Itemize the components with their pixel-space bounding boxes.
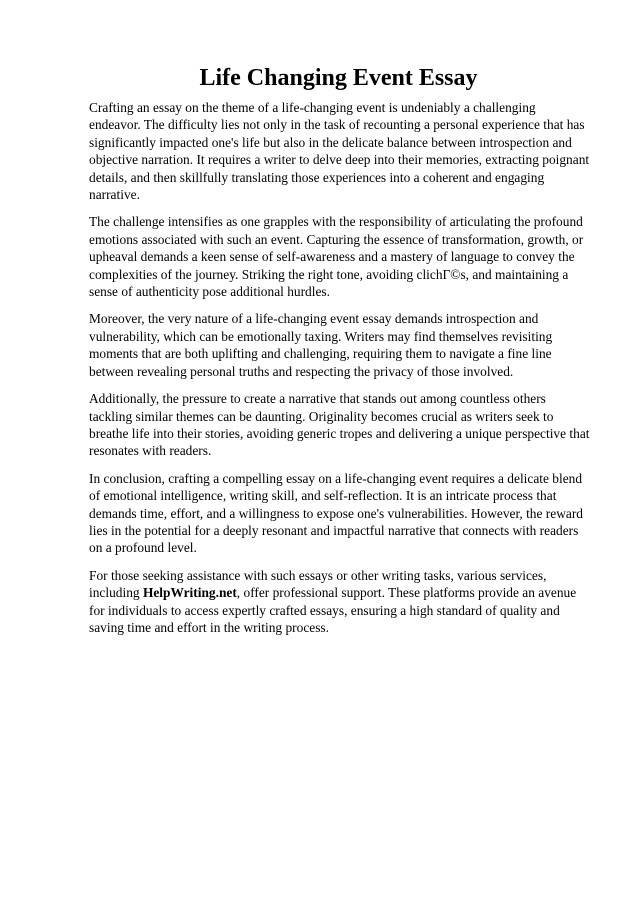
paragraph-3: Moreover, the very nature of a life-changing event essay demands introspection and vulnerability, which can be emotionally taxing. Writers may find themselves revisiting moments that are both uplifting and challenging, requiring them to navigate a fine line between revealing personal truths and respecting the privacy of those involved. — [89, 311, 553, 379]
paragraph-1: Crafting an essay on the theme of a life-changing event is undeniably a challenging endeavor. The difficulty lies not only in the task of recounting a personal experience that has significantly impacted one's life but also in the delicate balance between introspection and objective narration. It requires a writer to delve deep into their memories, extracting poignant details, and then skillfully translating those experiences into a coherent and engaging narrative. — [89, 100, 590, 203]
page-title: Life Changing Event Essay — [199, 65, 478, 91]
closing-text-after: , offer professional support. These platforms provide an avenue for individuals to access expertly crafted essays, ensuring a high standard of quality and saving time and effort in the writing process. — [89, 585, 577, 635]
paragraph-4: Additionally, the pressure to create a narrative that stands out among countless others tackling similar themes can be daunting. Originality becomes crucial as writers seek to breathe life into their stories, avoiding generic tropes and delivering a unique perspective that resonates with readers. — [89, 391, 590, 459]
paragraph-2: The challenge intensifies as one grapples with the responsibility of articulating the profound emotions associated with such an event. Capturing the essence of transformation, growth, or upheaval demands a keen sense of self-awareness and a mastery of language to convey the complexities of the journey. Striking the right tone, avoiding clichГ©s, and maintaining a sense of authenticity pose additional hurdles. — [89, 214, 584, 300]
brand-name: HelpWriting.net — [142, 585, 237, 601]
closing-text-before: For those seeking assistance with such essays or other writing tasks, various services, including — [89, 567, 547, 601]
paragraph-closing — [89, 567, 590, 637]
paragraph-5: In conclusion, crafting a compelling essay on a life-changing event requires a delicate blend of emotional intelligence, writing skill, and self-reflection. It is an intricate process that demands time, effort, and a willingness to expose one's vulnerabilities. However, the reward lies in the potential for a deeply resonant and impactful narrative that connects with readers on a profound level. — [89, 470, 583, 556]
